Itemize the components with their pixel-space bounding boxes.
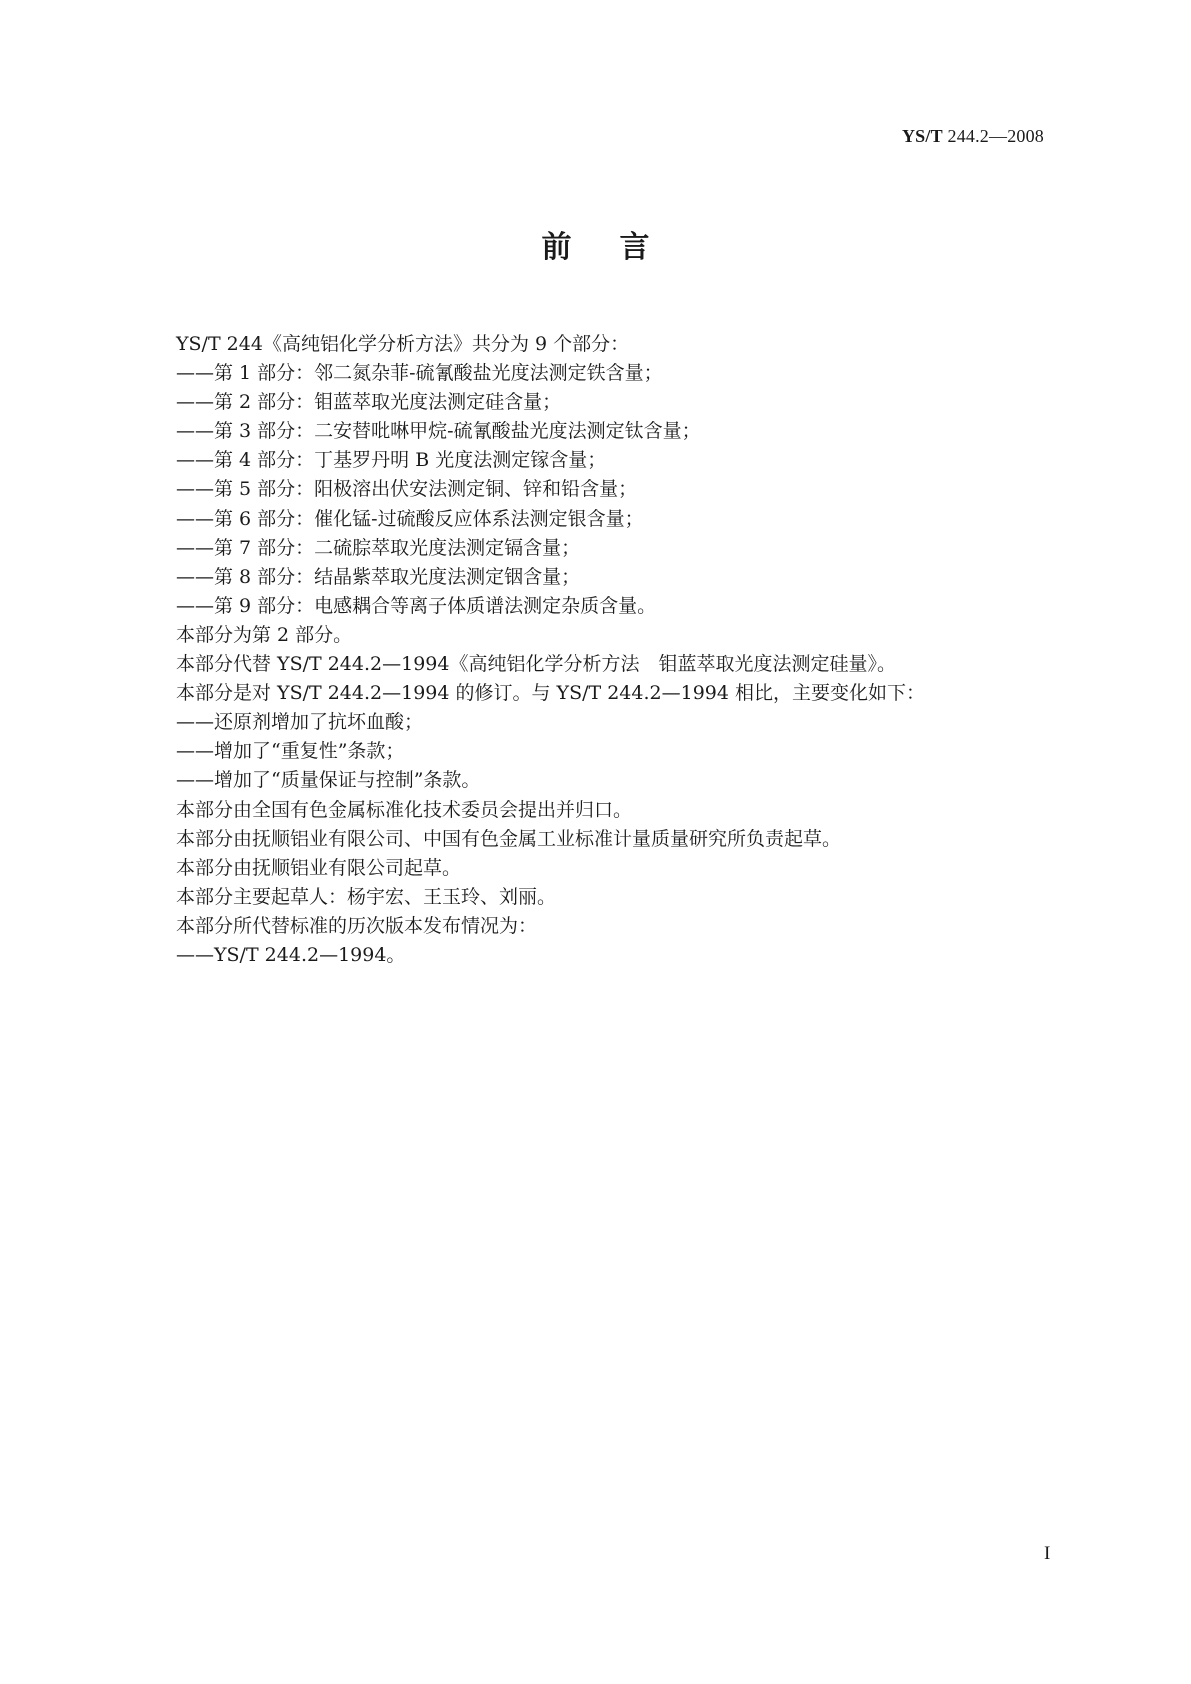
body-line: 本部分是对 YS/T 244.2—1994 的修订。与 YS/T 244.2—1994 相比，主要变化如下： — [176, 682, 925, 705]
body-line: ——第 7 部分：二硫腙萃取光度法测定镉含量； — [176, 536, 581, 559]
standard-code: 244.2—2008 — [942, 126, 1044, 146]
body-line: 本部分由全国有色金属标准化技术委员会提出并归口。 — [176, 798, 633, 821]
body-line: 本部分由抚顺铝业有限公司、中国有色金属工业标准计量质量研究所负责起草。 — [176, 827, 842, 850]
body-line: ——增加了“质量保证与控制”条款。 — [176, 769, 481, 792]
body-line: 本部分所代替标准的历次版本发布情况为： — [176, 914, 538, 937]
standard-prefix: YS/T — [901, 126, 943, 146]
foreword-body — [176, 330, 1056, 970]
body-line: ——第 3 部分：二安替吡啉甲烷-硫氰酸盐光度法测定钛含量； — [176, 420, 701, 443]
body-line: ——第 2 部分：钼蓝萃取光度法测定硅含量； — [176, 391, 562, 414]
body-line: 本部分代替 YS/T 244.2—1994《高纯铝化学分析方法 钼蓝萃取光度法测定硅量》。 — [176, 653, 896, 676]
body-line: ——YS/T 244.2—1994。 — [176, 943, 406, 966]
body-line: ——第 8 部分：结晶紫萃取光度法测定铟含量； — [176, 565, 581, 588]
page-number: I — [1044, 1543, 1051, 1564]
body-line: ——第 9 部分：电感耦合等离子体质谱法测定杂质含量。 — [176, 594, 657, 617]
body-line: YS/T 244《高纯铝化学分析方法》共分为 9 个部分： — [176, 333, 630, 355]
body-line: ——第 4 部分：丁基罗丹明 B 光度法测定镓含量； — [176, 449, 607, 472]
body-line: 本部分为第 2 部分。 — [176, 623, 353, 646]
body-line: ——增加了“重复性”条款； — [176, 740, 405, 763]
body-line: ——还原剂增加了抗坏血酸； — [176, 711, 424, 734]
body-line: ——第 1 部分：邻二氮杂菲-硫氰酸盐光度法测定铁含量； — [176, 362, 663, 385]
page-title: 前言 — [541, 230, 698, 265]
body-line: ——第 5 部分：阳极溶出伏安法测定铜、锌和铅含量； — [176, 478, 638, 501]
body-line: ——第 6 部分：催化锰-过硫酸反应体系法测定银含量； — [176, 507, 644, 530]
body-line: 本部分主要起草人：杨宇宏、王玉玲、刘丽。 — [176, 885, 557, 908]
standard-number-header — [902, 126, 1044, 147]
body-line: 本部分由抚顺铝业有限公司起草。 — [176, 856, 462, 879]
